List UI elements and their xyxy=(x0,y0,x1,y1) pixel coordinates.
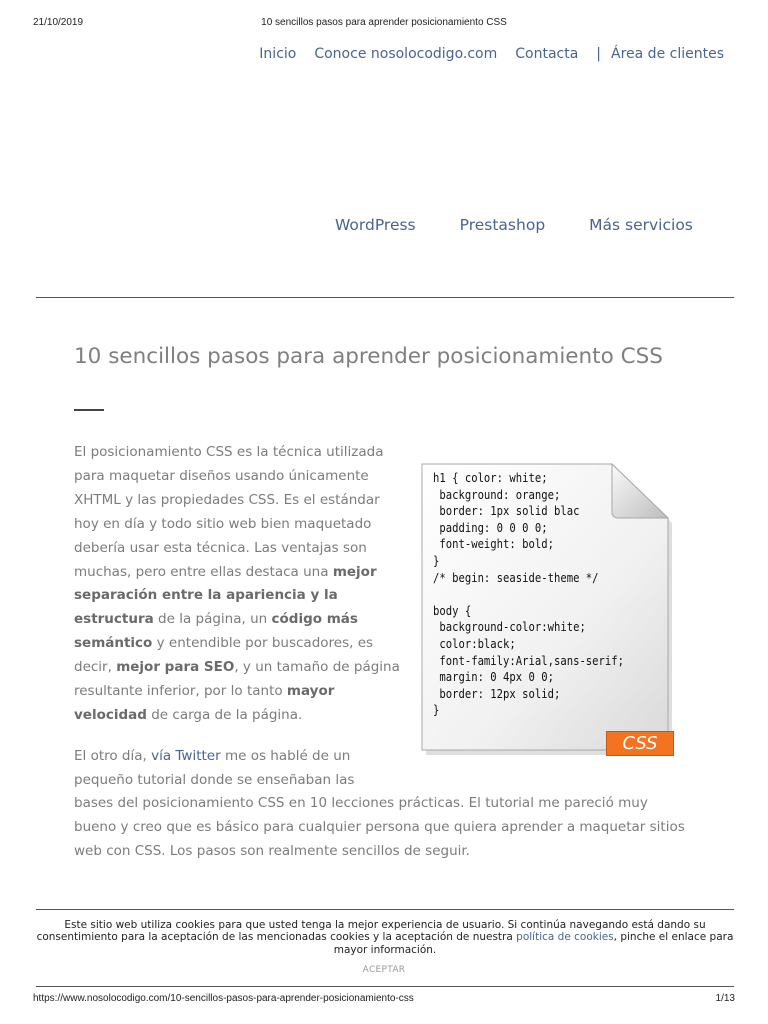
css-code-snippet: h1 { color: white; background: orange; border: 1px solid blac padding: 0 0 0 0; font-weight: bold; } /* begin: seaside-theme */ body { background-color:white; color:black; font-family:Arial,sans-serif; margin: 0 4px 0 0; border: 12px solid; } xyxy=(433,471,625,718)
text-run: de la página, un xyxy=(153,611,272,628)
css-badge: CSS xyxy=(606,731,674,756)
twitter-link[interactable]: vía Twitter xyxy=(151,748,221,764)
main-nav xyxy=(335,216,693,234)
nav-link-prestashop[interactable]: Prestashop xyxy=(459,216,546,234)
text-run: de carga de la página. xyxy=(146,706,303,723)
text-run: , y un tamaño de página resultante inferior, por lo tanto xyxy=(74,659,400,700)
text-run: me os hablé de un pequeño tutorial donde se enseñaban las xyxy=(74,748,355,788)
post-title: 10 sencillos pasos para aprender posicionamiento CSS xyxy=(74,344,663,369)
top-nav xyxy=(259,46,724,62)
title-underline xyxy=(74,409,104,411)
nav-separator: | xyxy=(596,46,602,62)
text-run: y entendible por buscadores, es decir, xyxy=(74,635,374,676)
page-url: https://www.nosolocodigo.com/10-sencillos-pasos-para-aprender-posicionamiento-css xyxy=(33,993,414,1004)
twitter-paragraph xyxy=(74,745,404,793)
bold-run: mayor velocidad xyxy=(74,683,335,723)
nav-link-conoce[interactable]: Conoce nosolocodigo.com xyxy=(314,46,498,62)
bold-run: mejor separación entre la apariencia y la estructura xyxy=(74,563,377,628)
accept-cookies-button[interactable]: ACEPTAR xyxy=(362,965,406,975)
bold-run: mejor para SEO xyxy=(116,659,235,676)
header-divider xyxy=(36,297,734,298)
twitter-paragraph-continued: bases del posicionamiento CSS en 10 lecciones prácticas. El tutorial me pareció muy bueno y creo que es básico para cualquier persona que quiera aprender a maquetar sitios web con CSS. Los pasos son realmente sencillos de seguir. xyxy=(74,795,685,859)
cookie-text-after: , pinche el enlace para mayor información. xyxy=(333,931,734,956)
print-title: 10 sencillos pasos para aprender posicionamiento CSS xyxy=(261,17,507,28)
nav-link-wordpress[interactable]: WordPress xyxy=(335,216,416,234)
text-run: El posicionamiento CSS es la técnica utilizada para maquetar diseños usando únicamente XHTML y las propiedades CSS. Es el estándar hoy en día y todo sitio web bien maquetado debería usar esta técnica. Las ventajas son muchas, pero entre ellas destaca una xyxy=(74,444,384,580)
cookie-notice xyxy=(36,919,734,956)
text-run: El otro día, xyxy=(74,748,152,764)
bold-run: código más semántico xyxy=(74,611,358,652)
nav-link-contacta[interactable]: Contacta xyxy=(515,46,579,62)
nav-link-inicio[interactable]: Inicio xyxy=(259,46,297,62)
nav-link-client-area[interactable]: Área de clientes xyxy=(611,46,724,62)
cookie-policy-link[interactable]: política de cookies xyxy=(516,931,614,944)
cookie-divider-top xyxy=(36,909,734,910)
print-header xyxy=(0,17,768,33)
css-code-image xyxy=(418,462,680,758)
intro-paragraph xyxy=(74,441,404,728)
page-number: 1/13 xyxy=(715,993,735,1004)
cookie-divider-bottom xyxy=(36,986,734,987)
cookie-text: Este sitio web utiliza cookies para que usted tenga la mejor experiencia de usuario. Si continúa navegando está dando su consentimiento para la aceptación de las mencionadas cookies y la aceptación de nuestra xyxy=(36,919,706,944)
nav-link-mas-servicios[interactable]: Más servicios xyxy=(589,216,693,234)
print-date: 21/10/2019 xyxy=(33,17,84,28)
